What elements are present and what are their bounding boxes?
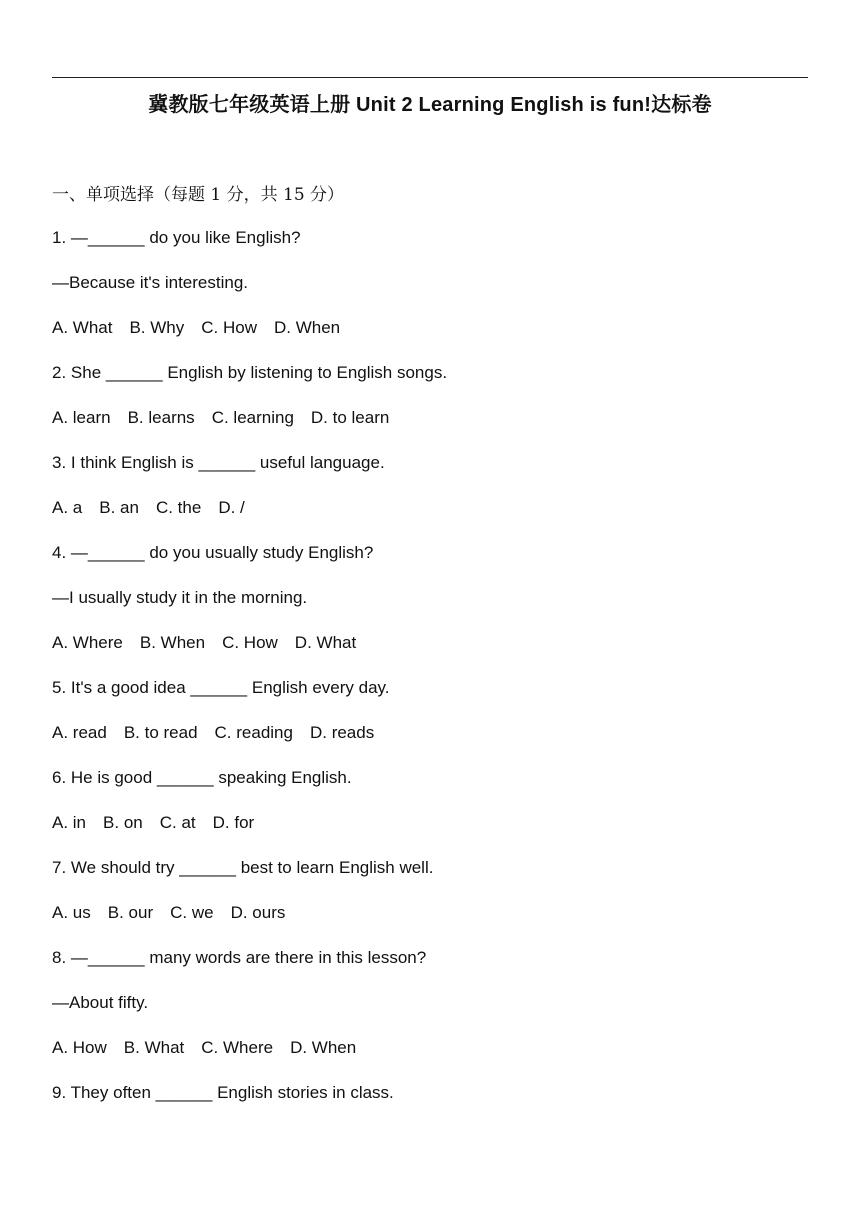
- header-rule: [52, 77, 808, 78]
- question-text: 9. They often ______ English stories in class.: [52, 1083, 394, 1102]
- answer-option: C. reading: [214, 723, 293, 742]
- answer-option: B. What: [123, 1038, 185, 1057]
- answer-option: D. /: [218, 498, 245, 517]
- question-list: [52, 226, 812, 1126]
- question-text: 8. —______ many words are there in this lesson?: [52, 948, 427, 967]
- answer-option: B. on: [103, 813, 143, 832]
- answer-options: [52, 811, 812, 856]
- answer-option: A. a: [52, 498, 83, 517]
- answer-option: D. ours: [230, 903, 286, 922]
- question-text: 3. I think English is ______ useful language.: [52, 453, 385, 472]
- answer-option: B. to read: [123, 723, 198, 742]
- question-text: 4. —______ do you usually study English?: [52, 543, 374, 562]
- answer-options: [52, 721, 812, 766]
- dialogue-line: —Because it's interesting.: [52, 273, 249, 292]
- answer-option: C. Where: [201, 1038, 274, 1057]
- answer-option: C. we: [170, 903, 214, 922]
- question-text: 1. —______ do you like English?: [52, 228, 301, 247]
- answer-option: A. us: [52, 903, 91, 922]
- answer-options: [52, 1036, 812, 1081]
- answer-option: B. learns: [127, 408, 195, 427]
- answer-options: [52, 496, 812, 541]
- answer-option: B. an: [99, 498, 139, 517]
- answer-option: B. Why: [129, 318, 185, 337]
- answer-option: A. What: [52, 318, 113, 337]
- answer-option: A. read: [52, 723, 107, 742]
- answer-option: D. to learn: [310, 408, 390, 427]
- answer-option: A. Where: [52, 633, 123, 652]
- answer-options: [52, 901, 812, 946]
- question-text: 5. It's a good idea ______ English every day.: [52, 678, 390, 697]
- question-text: 6. He is good ______ speaking English.: [52, 768, 352, 787]
- answer-options: [52, 316, 812, 361]
- question-text: 7. We should try ______ best to learn English well.: [52, 858, 434, 877]
- answer-option: A. in: [52, 813, 87, 832]
- answer-options: [52, 406, 812, 451]
- answer-option: D. for: [212, 813, 255, 832]
- document-title: 冀教版七年级英语上册 Unit 2 Learning English is fun!达标卷: [148, 94, 712, 116]
- answer-option: C. How: [201, 318, 257, 337]
- question-text: 2. She ______ English by listening to English songs.: [52, 363, 448, 382]
- answer-option: D. When: [274, 318, 341, 337]
- answer-options: [52, 631, 812, 676]
- answer-option: B. our: [107, 903, 154, 922]
- dialogue-line: —About fifty.: [52, 993, 149, 1012]
- dialogue-line: —I usually study it in the morning.: [52, 588, 308, 607]
- answer-option: A. learn: [52, 408, 111, 427]
- answer-option: B. When: [139, 633, 206, 652]
- section-heading: 一、单项选择（每题 1 分，共 15 分）: [52, 185, 345, 205]
- answer-option: A. How: [52, 1038, 107, 1057]
- answer-option: D. What: [294, 633, 357, 652]
- answer-option: C. learning: [211, 408, 294, 427]
- answer-option: C. the: [155, 498, 202, 517]
- answer-option: D. When: [290, 1038, 357, 1057]
- answer-option: C. How: [222, 633, 278, 652]
- answer-option: D. reads: [309, 723, 375, 742]
- answer-option: C. at: [159, 813, 196, 832]
